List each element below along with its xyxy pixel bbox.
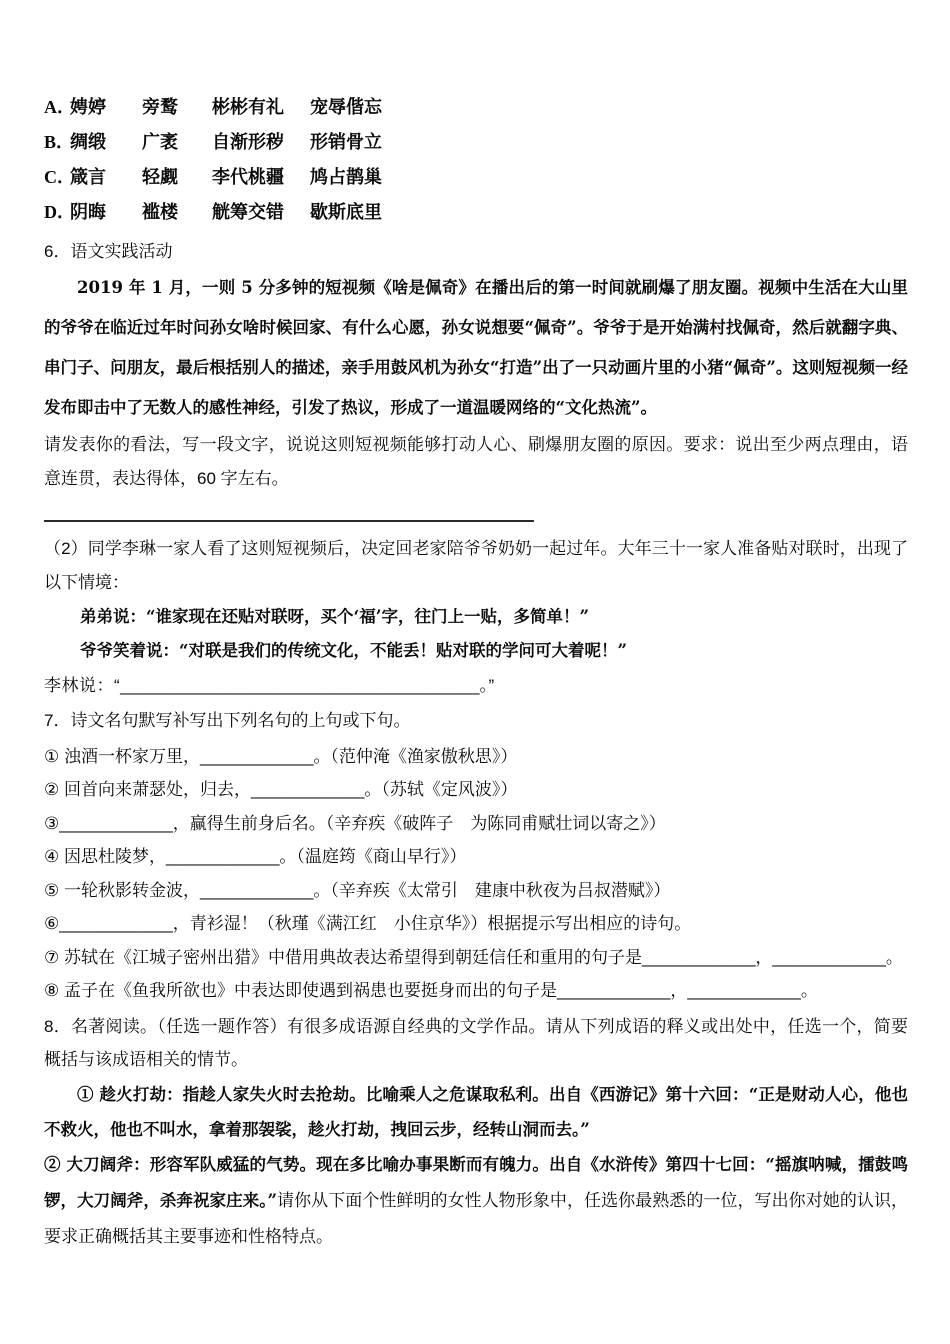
question8-title: 8．名著阅读。（任选一题作答）有很多成语源自经典的文学作品。请从下列成语的释义或出处中，任选一个，简要概括与该成语相关的情节。 (44, 1016, 908, 1069)
lilin-blank: ______________________________________ (120, 676, 480, 695)
option-word: 李代桃疆 (212, 167, 284, 187)
q7-item-3: ③____________，赢得生前身后名。（辛弃疾《破阵子 为陈同甫赋壮词以寄之》） (44, 813, 666, 833)
option-word: 轻觑 (142, 167, 178, 187)
question6-part2-intro: （2）同学李琳一家人看了这则短视频后，决定回老家陪爷爷奶奶一起过年。大年三十一家人准备贴对联时，出现了以下情境： (44, 539, 908, 592)
idiom-item-1: ① 趁火打劫：指趁人家失火时去抢劫。比喻乘人之危谋取私利。出自《西游记》第十六回：“正是财动人心，他也不救火，他也不叫水，拿着那袈裟，趁火打劫，拽回云步，经转山洞而去。” (44, 1084, 908, 1139)
q7-item-2: ② 回首向来萧瑟处，归去，____________。（苏轼《定风波》） (44, 780, 518, 799)
option-word: 旁鹜 (142, 97, 178, 117)
option-word: 绸缎 (70, 132, 106, 152)
option-label: A． (44, 97, 75, 117)
option-word: 歇斯底里 (310, 202, 382, 222)
question5-options (44, 90, 908, 230)
option-row-a (44, 90, 908, 125)
option-row-b (44, 125, 908, 160)
option-word: 箴言 (70, 167, 106, 187)
idiom-item-2-follow: 请你从下面个性鲜明的女性人物形象中，任选你最熟悉的一位，写出你对她的认识，要求正确概括其主要事迹和性格特点。 (44, 1190, 908, 1246)
q7-item-4: ④ 因思杜陵梦，____________。（温庭筠《商山早行》） (44, 847, 467, 866)
idiom-item-2-quote: ② 大刀阔斧：形容军队威猛的气势。现在多比喻办事果断而有魄力。出自《水浒传》第四十七回：“摇旗呐喊，擂鼓鸣锣，大刀阔斧，杀奔祝家庄来。” (44, 1154, 908, 1210)
option-word: 阴晦 (70, 202, 106, 222)
q7-item-6: ⑥____________，青衫湿！（秋瑾《满江红 小住京华》）根据提示写出相应的诗句。 (44, 914, 692, 933)
lilin-prefix: 李林说：“ (44, 676, 121, 695)
option-word: 鸠占鹊巢 (310, 167, 382, 187)
q7-item-1: ① 浊酒一杯家万里，____________。（范仲淹《渔家傲秋思》） (44, 746, 518, 766)
option-word: 广袤 (142, 132, 178, 152)
answer-blank-line (44, 500, 534, 522)
option-row-c (44, 160, 908, 195)
q7-item-7: ⑦ 苏轼在《江城子密州出猎》中借用典故表达希望得到朝廷信任和重用的句子是____________，____________。 (44, 947, 903, 967)
option-word: 觥筹交错 (212, 202, 284, 222)
option-word: 彬彬有礼 (212, 97, 284, 117)
question6-request-paragraph: 请发表你的看法，写一段文字，说说这则短视频能够打动人心、刷爆朋友圈的原因。要求：说出至少两点理由，语意连贯，表达得体，60 字左右。 (44, 435, 908, 488)
dialogue-brother: 弟弟说：“谁家现在还贴对联呀，买个‘福’字，往门上一贴，多简单！” (80, 607, 589, 626)
lilin-answer-line (44, 668, 908, 704)
option-word: 褴楼 (142, 202, 178, 222)
q7-item-5: ⑤ 一轮秋影转金波，____________。（辛弃疾《太常引 建康中秋夜为吕叔潜赋》） (44, 880, 671, 900)
question6-section (44, 236, 908, 704)
option-row-d (44, 195, 908, 230)
question7-section (44, 704, 908, 1008)
idiom-item-2 (44, 1147, 908, 1255)
option-label: B． (44, 132, 75, 152)
question8-section (44, 1010, 908, 1255)
option-word: 自渐形秽 (212, 132, 284, 152)
lilin-suffix: 。” (479, 676, 495, 695)
question6-title: 6．语文实践活动 (44, 242, 173, 261)
question7-title: 7．诗文名句默写补写出下列名句的上句或下句。 (44, 711, 411, 730)
option-word: 形销骨立 (310, 132, 382, 152)
q7-item-8: ⑧ 孟子在《鱼我所欲也》中表达即使遇到祸患也要挺身而出的句子是____________，____________。 (44, 981, 818, 1000)
option-label: D． (44, 202, 75, 222)
question7-items (44, 740, 908, 1008)
option-label: C． (44, 167, 75, 187)
option-word: 娉婷 (70, 97, 106, 117)
dialogue-grandpa: 爷爷笑着说：“对联是我们的传统文化，不能丢！贴对联的学问可大着呢！” (80, 641, 627, 660)
question6-narrative-paragraph: 2019 年 1 月，一则 5 分多钟的短视频《啥是佩奇》在播出后的第一时间就刷爆了朋友圈。视频中生活在大山里的爷爷在临近过年时问孙女啥时候回家、有什么心愿，孙女说想要“佩奇”。爷爷于是开始满村找佩奇，然后就翻字典、串门子、问朋友，最后根括别人的描述，亲手用鼓风机为孙女“打造”出了一只动画片里的小猪“佩奇”。这则短视频一经发布即击中了无数人的感性神经，引发了热议，形成了一道温暖网络的“文化热流”。 (44, 278, 908, 417)
option-word: 宠辱偕忘 (310, 97, 382, 117)
